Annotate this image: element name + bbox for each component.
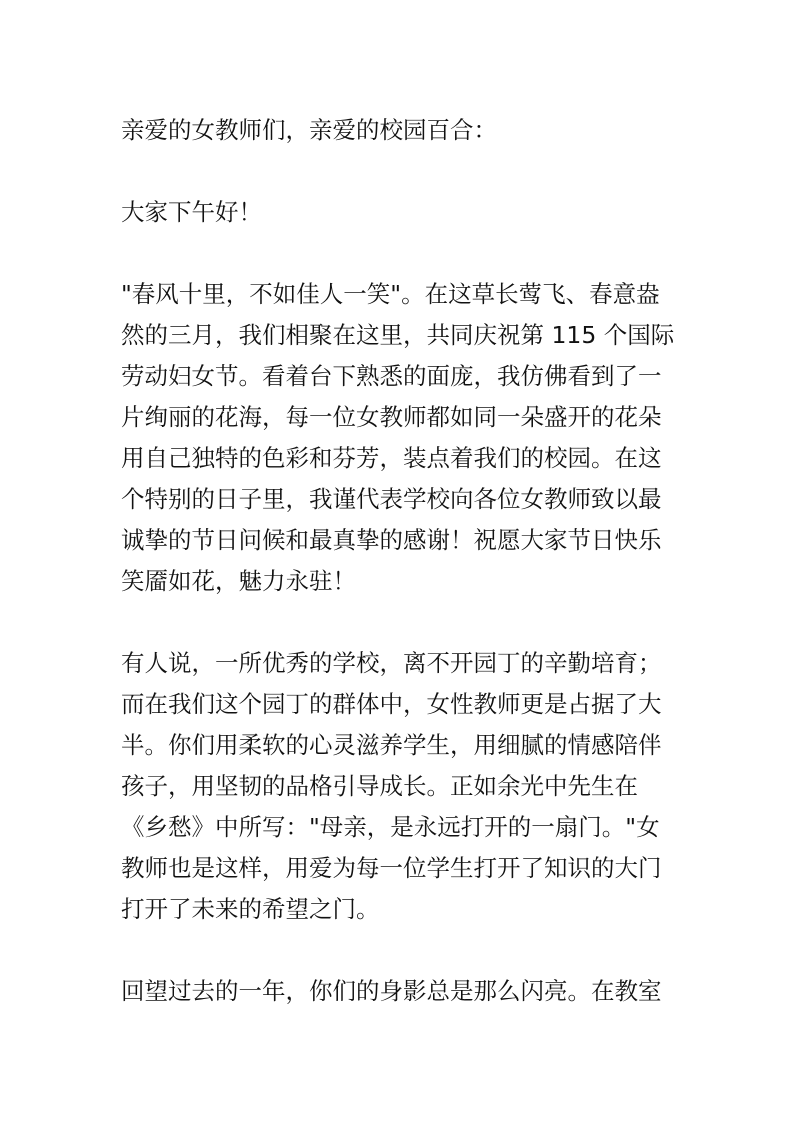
paragraph-line: 孩子，用坚韧的品格引导成长。正如余光中先生在 xyxy=(121,772,638,800)
paragraph-spacer xyxy=(121,602,741,643)
paragraph-1 xyxy=(121,274,741,602)
paragraph-line: 诚挚的节日问候和最真挚的感谢！祝愿大家节日快乐 xyxy=(121,526,662,554)
paragraph-spacer xyxy=(121,233,741,274)
paragraph-line: 笑靥如花，魅力永驻！ xyxy=(121,567,356,595)
paragraph-line: 半。你们用柔软的心灵滋养学生，用细腻的情感陪伴 xyxy=(121,731,662,759)
paragraph-3 xyxy=(121,971,741,1012)
paragraph-2 xyxy=(121,643,741,930)
paragraph-line: 然的三月，我们相聚在这里，共同庆祝第 115 个国际 xyxy=(121,321,675,349)
paragraph-line: 个特别的日子里，我谨代表学校向各位女教师致以最 xyxy=(121,485,662,513)
paragraph-spacer xyxy=(121,930,741,971)
paragraph-line: 片绚丽的花海，每一位女教师都如同一朵盛开的花朵 xyxy=(121,403,662,431)
paragraph-spacer xyxy=(121,151,741,192)
paragraph-line: 教师也是这样，用爱为每一位学生打开了知识的大门 xyxy=(121,854,662,882)
document-page xyxy=(121,110,741,1012)
paragraph-line: 而在我们这个园丁的群体中，女性教师更是占据了大 xyxy=(121,690,662,718)
paragraph-line: 《乡愁》中所写："母亲，是永远打开的一扇门。"女 xyxy=(121,813,660,841)
paragraph-line: 打开了未来的希望之门。 xyxy=(121,895,380,923)
paragraph-line: 劳动妇女节。看着台下熟悉的面庞，我仿佛看到了一 xyxy=(121,362,662,390)
paragraph-line: 有人说，一所优秀的学校，离不开园丁的辛勤培育； xyxy=(121,649,662,677)
paragraph-line: 用自己独特的色彩和芬芳，装点着我们的校园。在这 xyxy=(121,444,662,472)
greeting: 大家下午好！ xyxy=(121,198,262,226)
paragraph-line: 回望过去的一年，你们的身影总是那么闪亮。在教室 xyxy=(121,977,662,1005)
salutation: 亲爱的女教师们，亲爱的校园百合： xyxy=(121,116,497,144)
paragraph-line: "春风十里，不如佳人一笑"。在这草长莺飞、春意盎 xyxy=(121,280,660,308)
